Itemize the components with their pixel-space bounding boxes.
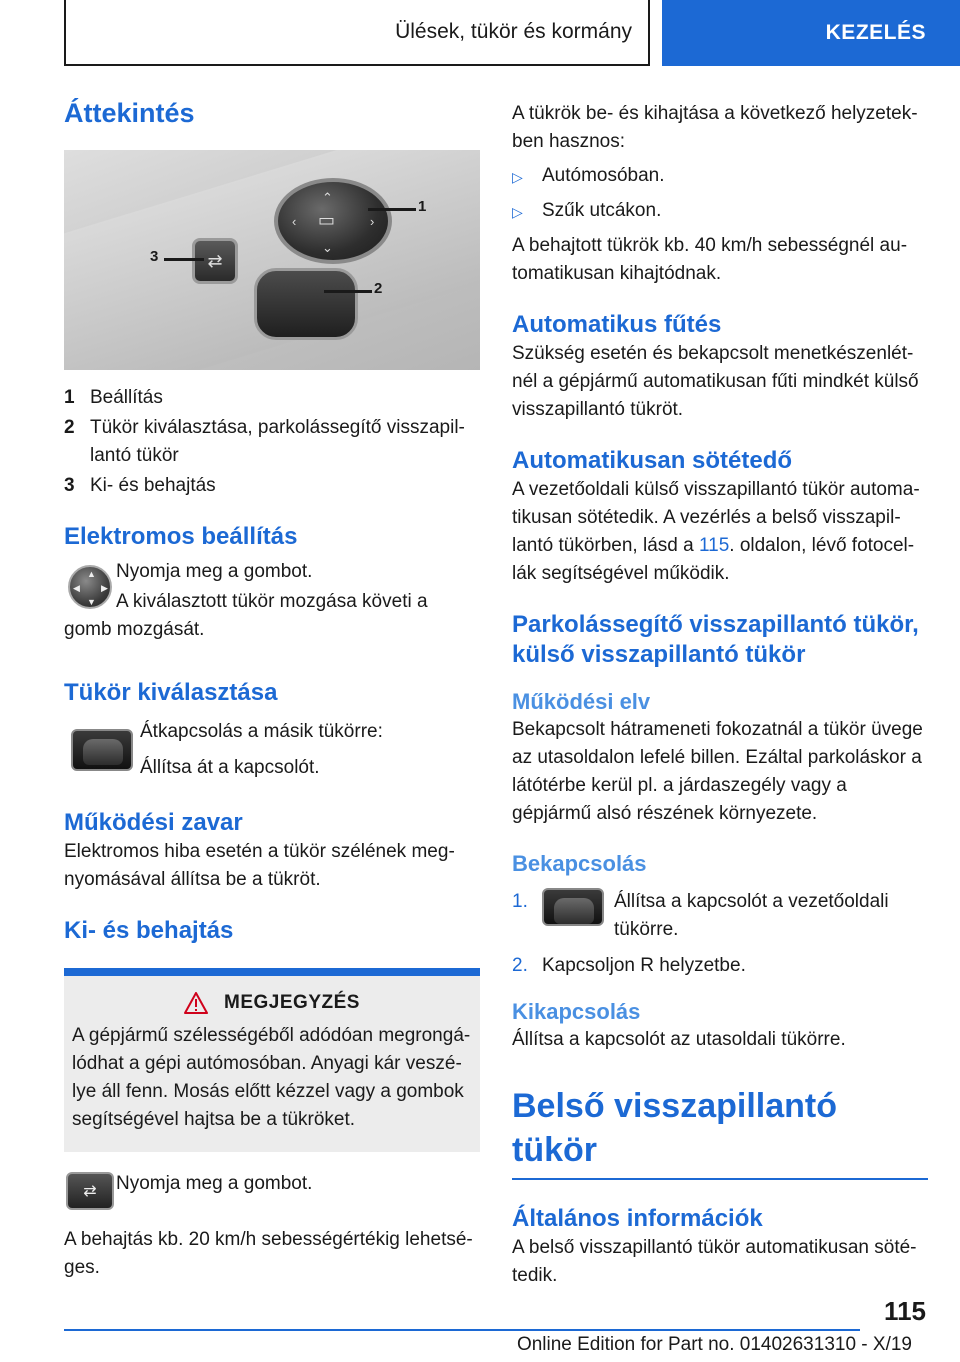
callout-line-2 <box>324 290 372 293</box>
right-column <box>512 96 928 1290</box>
list-item-text: Szűk utcákon. <box>542 200 662 221</box>
mirror-controls-photo <box>64 150 480 370</box>
dimming-heading: Automatikusan sötétedő <box>512 447 793 474</box>
fold-speed-info: A behajtás kb. 20 km/h sebességértékig lehetséges. <box>64 1229 473 1278</box>
list-item-text: Autómosóban. <box>542 165 665 186</box>
callout-number-2: 2 <box>374 280 383 297</box>
step-content <box>542 888 914 944</box>
page-link[interactable]: 115 <box>698 535 730 556</box>
legend-number: 1 <box>64 387 75 408</box>
fold-situations-list <box>512 162 928 226</box>
step-text: Állítsa a kapcsolót a vezetőoldali tükörre. <box>614 891 889 940</box>
callout-line-3 <box>164 258 204 261</box>
mirror-select-step1: Átkapcsolás a másik tükörre: <box>140 721 383 742</box>
arrow-right-icon: › <box>370 214 375 229</box>
arrow-left-icon: ‹ <box>292 214 297 229</box>
notice-box <box>64 976 480 1152</box>
legend-text: Tükör kiválasztása, parkolássegítő visszapillantó tükör <box>90 417 465 466</box>
bullet-triangle-icon: ▷ <box>512 204 523 220</box>
step-number: 2. <box>512 955 528 976</box>
fold-button-block <box>64 1170 480 1212</box>
legend-number: 2 <box>64 417 75 438</box>
fold-useful-intro: A tükrök be- és kihajtása a következő helyzetekben hasznos: <box>512 103 918 152</box>
section-title: Ülések, tükör és kormány <box>64 0 650 66</box>
principle-heading: Működési elv <box>512 689 651 714</box>
dimming-text <box>512 476 928 588</box>
legend-item <box>64 472 480 500</box>
left-column <box>64 96 480 1282</box>
page-number: 115 <box>884 1296 926 1326</box>
dimming-text-a: A vezetőoldali külső visszapillantó tükör automatikusan sötétedik. A vezérlés a belső visszapillantó tükörben, lásd a <box>512 479 920 556</box>
footer-edition: Online Edition for Part no. 01402631310 - X/19 <box>516 1334 912 1355</box>
step-text: Kapcsoljon R helyzetbe. <box>542 955 746 976</box>
select-switch <box>254 268 358 340</box>
electric-adjust-heading: Elektromos beállítás <box>64 523 298 550</box>
legend-text: Ki- és behajtás <box>90 475 216 496</box>
electric-adjust-step: Nyomja meg a gombot. <box>116 561 313 582</box>
adjust-knob <box>274 178 392 264</box>
mirror-select-switch-icon <box>71 729 133 771</box>
mirror-fold-button-icon: ⇄ <box>66 1172 114 1210</box>
icon-holder <box>64 1170 116 1212</box>
dimming-text-b: . oldalon, lévő fotocellák segítségével működik. <box>512 535 915 584</box>
notice-title-row <box>72 992 472 1014</box>
page-header <box>0 0 960 66</box>
step-number: 1. <box>512 891 528 912</box>
legend-item <box>64 414 480 470</box>
list-item <box>512 197 928 226</box>
malfunction-heading: Működési zavar <box>64 809 243 836</box>
mirror-select-block <box>64 718 480 782</box>
icon-holder <box>64 718 140 782</box>
activation-steps <box>512 888 928 980</box>
mirror-select-heading: Tükör kiválasztása <box>64 679 278 706</box>
general-info-heading: Általános információk <box>512 1205 763 1232</box>
arrow-down-icon: ⌄ <box>322 240 333 255</box>
electric-adjust-info: A kiválasztott tükör mozgása követi a gomb mozgását. <box>64 591 428 640</box>
photo-legend <box>64 384 480 500</box>
mirror-adjust-knob-icon: ▲ ▼ ◀ ▶ <box>68 565 112 609</box>
list-item <box>512 162 928 191</box>
malfunction-text: Elektromos hiba esetén a tükör szélének megnyomásával állítsa be a tükröt. <box>64 841 455 890</box>
icon-holder <box>64 558 116 616</box>
step-item <box>512 952 928 980</box>
notice-text: A gépjármű szélességéből adódóan megrongálódhat a gépi autómosóban. Anyagi kár veszélye áll fenn. Mosás előtt kézzel vagy a gombok segítségével hajtsa be a tükröket. <box>72 1025 471 1130</box>
heating-heading: Automatikus fűtés <box>512 311 722 338</box>
general-info-text: A belső visszapillantó tükör automatikusan sötétedik. <box>512 1237 917 1286</box>
footer-divider <box>64 1329 860 1331</box>
fold-step: Nyomja meg a gombot. <box>116 1173 313 1194</box>
mirror-select-step2: Állítsa át a kapcsolót. <box>140 757 320 778</box>
callout-line-1 <box>368 208 416 211</box>
step-item <box>512 888 928 944</box>
callout-number-1: 1 <box>418 198 427 215</box>
warning-triangle-icon <box>184 992 208 1014</box>
legend-item <box>64 384 480 412</box>
deactivation-text: Állítsa a kapcsolót az utasoldali tükörre. <box>512 1029 846 1050</box>
activation-heading: Bekapcsolás <box>512 851 647 876</box>
legend-text: Beállítás <box>90 387 163 408</box>
principle-text: Bekapcsolt hátrameneti fokozatnál a tükör üvege az utasoldalon lefelé billen. Ezáltal parkoláskor a látótérbe kerül pl. a járdaszegély vagy a gépjármű alsó részének környezete. <box>512 719 923 824</box>
heating-text: Szükség esetén és bekapcsolt menetkészenlétnél a gépjármű automatikusan fűti mindkét külső visszapillantó tükröt. <box>512 343 919 420</box>
deactivation-heading: Kikapcsolás <box>512 999 641 1024</box>
notice-title: MEGJEGYZÉS <box>224 992 360 1013</box>
mirror-symbol-icon: ▭ <box>318 210 336 230</box>
overview-heading: Áttekintés <box>64 98 195 128</box>
fold-button: ⇄ <box>192 238 238 284</box>
chapter-tab[interactable]: KEZELÉS <box>662 0 960 66</box>
auto-unfold-text: A behajtott tükrök kb. 40 km/h sebességnél automatikusan kihajtódnak. <box>512 235 908 284</box>
note-top-bar <box>64 968 480 976</box>
mirror-select-switch-icon <box>542 888 604 926</box>
fold-heading: Ki- és behajtás <box>64 917 234 944</box>
bullet-triangle-icon: ▷ <box>512 169 523 185</box>
parking-mirror-heading: Parkolássegítő visszapillantó tükör, külső visszapillantó tükör <box>512 611 919 668</box>
inner-mirror-heading: Belső visszapillantó tükör <box>512 1084 928 1180</box>
legend-number: 3 <box>64 475 75 496</box>
arrow-up-icon: ⌃ <box>322 190 333 205</box>
callout-number-3: 3 <box>150 248 159 265</box>
